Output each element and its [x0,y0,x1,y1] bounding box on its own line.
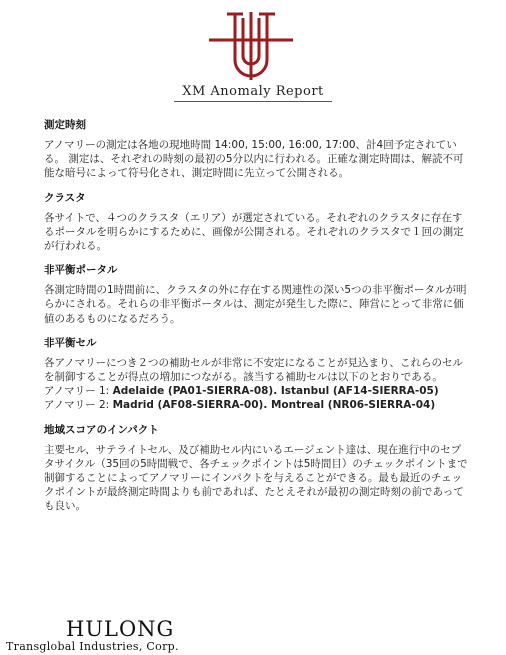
report-content [44,118,468,524]
hulong-emblem-icon [205,10,297,82]
section-heading: クラスタ [44,191,86,204]
section-body [44,356,468,413]
section-heading: 非平衡ポータル [44,264,118,277]
section-body: アノマリーの測定は各地の現地時間 14:00, 15:00, 16:00, 17:00、計4回予定されている。 測定は、それぞれの時刻の最初の5分以内に行われる。正確な測定時間は、解読不可能な暗号によって符号化され、測定時間に先立って公開される。 [44,139,464,180]
anomaly-cells: Adelaide (PA01-SIERRA-08). Istanbul (AF14-SIERRA-05) [112,385,439,398]
section-regional-score [44,423,468,514]
company-subtitle: Transglobal Industries, Corp. [6,640,179,653]
section-measurement-time [44,118,468,181]
title-divider [174,101,332,102]
section-clusters [44,191,468,254]
section-body-text: 各アノマリーにつき２つの補助セルが非常に不安定になることが見込まり、これらのセルを制御することが得点の増加につながる。該当する補助セルは以下のとおりである。 [44,356,463,384]
anomaly-cells: Madrid (AF08-SIERRA-00). Montreal (NR06-SIERRA-04) [112,399,436,412]
section-body: 各測定時間の1時間前に、クラスタの外に存在する関連性の深い5つの非平衡ポータルが明らかにされる。それらの非平衡ポータルは、測定が発生した際に、陣営にとって非常に価値のあるものになるだろう。 [44,284,467,325]
anomaly-1-line [44,384,468,398]
report-title: XM Anomaly Report [182,84,324,99]
section-body: 主要セル、サテライトセル、及び補助セル内にいるエージェント達は、現在進行中のセプタサイクル（35回の5時間戦で、各チェックポイントは5時間目）のチェックポイントまで制御することによってアノマリーにインパクトを与えることができる。最も最近のチェックポイントが最終測定時間よりも前であれば、たとえそれが最初の測定時刻の前であっても良い。 [44,443,468,513]
anomaly-2-line [44,398,468,412]
anomaly-label: アノマリー 1: [44,385,110,398]
section-body: 各サイトで、４つのクラスタ（エリア）が選定されている。それぞれのクラスタに存在するポータルを明らかにするために、画像が公開される。それぞれのクラスタで１回の測定が行われる。 [44,211,464,253]
section-heading: 測定時刻 [44,119,86,131]
anomaly-label: アノマリー 2: [44,399,110,412]
section-heading: 非平衡セル [44,336,97,349]
section-heading: 地域スコアのインパクト [44,423,159,436]
section-volatile-cells [44,336,468,413]
section-volatile-portals [44,263,468,326]
company-name: HULONG [66,617,175,641]
